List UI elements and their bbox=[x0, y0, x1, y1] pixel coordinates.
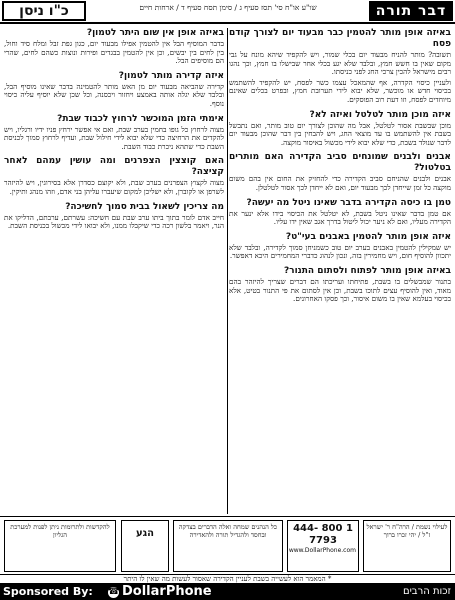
phone-ad bbox=[287, 520, 359, 572]
section-question-heading: באיזה אופן מותר להטמין כבר מבעוד יום לצורך קודם פסח bbox=[229, 28, 451, 49]
section-answer-paragraph: בתנור שמבשלים בו בשבת, פתיחתו ועריכתו הם דברים שצריך להיזהר בהם מאוד, ואין להוסיף עצים לתוכו בשבת, וכן אין לסתום את פי התנור בטיט, אלא בכיסוי בעלמא שאין בו משום איסור, וכך פסקו האחרונים. bbox=[229, 276, 451, 304]
header-source-note: שו"ע או"ח סי' תסז סעיף ג / סימן תסח סעיף ד / ארחות חיים bbox=[139, 3, 317, 12]
sponsor-brand bbox=[108, 584, 212, 599]
section-question-heading: טמן בו כיסה הקדירה בדבר שאינו ניטל מה יעשה? bbox=[246, 197, 451, 208]
section-answer-paragraph: אם טמן בדבר שאינו ניטל בשבת, לא יטלטל את הכיסוי בידו אלא ינער את הקדירה מעליו, ואם לא ניער יכול ליטול בדרך אגב שאין ידו עליו. bbox=[229, 208, 451, 227]
section-answer-paragraph: חייב אדם לומר בתוך ביתו ערב שבת עם חשיכה: עשרתם, ערבתם, הדליקו את הנר, ויאמר בלשון רכה כדי שיקבלו ממנו, ולא יבואו לידי מכשול בכניסת השבת. bbox=[4, 212, 224, 231]
section-question-heading: איזה אופן מותר להטמין באבנים בעי"ט? bbox=[285, 231, 451, 242]
phone-icon: ☎ bbox=[108, 587, 120, 597]
section-answer-paragraph: מצוה לרחוץ כל גופו בחמין בערב שבת, ואם אי אפשר ירחץ פניו ידיו ורגליו, ויש להקדים את הרחיצה כדי שלא יבוא לידי חילול שבת, ועדיף לרחוץ סמוך לכניסת השבת כדי שתהא ניכרת כבוד השבת. bbox=[4, 124, 224, 151]
article-section bbox=[229, 110, 451, 148]
section-question-heading: אבנים ולבנים שמונחים סביב הקדירה האם מותרים בטלטול? bbox=[229, 152, 451, 174]
column-divider bbox=[227, 28, 228, 514]
section-answer-paragraph: מצוה לקצוץ הצפרנים בערב שבת, ולא יקוצם כסדרן אלא בסירוגין, ויש להיזהר לשרפן או לקוברן, ולא ישליכן למקום שיעברו עליהן בני אדם, וזהו מנהג ותיקין. bbox=[4, 178, 224, 196]
left-column bbox=[4, 28, 224, 514]
right-column bbox=[229, 28, 451, 514]
sponsor-hebrew-text: זכות הרבים bbox=[402, 586, 451, 597]
section-question-heading: איזה קדירה מותר לטמון? bbox=[118, 70, 224, 81]
section-answer-paragraph: קדירה שהביאה מבעוד יום מן האש מותר להטמינה בדבר שאינו מוסיף הבל, ובלבד שלא יגלה אותה באמצע ויחזור ויכסנה, וכל שכן שלא יוסיף עליה כיסוי נוסף. bbox=[4, 81, 224, 108]
article-section bbox=[4, 156, 224, 196]
sponsor-label: Sponsored By: bbox=[3, 585, 93, 598]
article-section bbox=[4, 71, 224, 109]
sponsor-brand-text: DollarPhone bbox=[122, 584, 212, 599]
article-section bbox=[229, 28, 451, 105]
section-question-heading: אימתי הזמן המוכשר לרחוץ לכבוד שבת? bbox=[57, 113, 224, 124]
section-question-heading: באיזה אופן אין שום היתר לטמון? bbox=[86, 28, 224, 38]
sponsor-bar bbox=[0, 583, 455, 600]
phone-website: www.DollarPhone.com bbox=[288, 547, 356, 554]
section-answer-paragraph: יש שמקילין להטמין באבנים בערב יום טוב כשמניחן סמוך לקדירה, ובלבד שלא יתכוון להוסיף חום, ויש מחמירין בזה, ונכון לנהוג כדברי המחמירים היכא דאפשר. bbox=[229, 242, 451, 261]
section-question-heading: האם קוצצין הצפרנים ומה עושין עמהם לאחר קציצה? bbox=[4, 156, 224, 178]
section-question-heading: מה צריכין לשאול בבית סמוך לחשיכה? bbox=[65, 201, 224, 212]
article-section bbox=[229, 232, 451, 261]
charity-ad: כל הנהנים שמחה ואלה הדברים בצדקה ובחסד ולהגדיל תורה ולהאדירה bbox=[173, 520, 283, 572]
article-section bbox=[229, 266, 451, 304]
section-answer-paragraph: אבנים ולבנים שהניחם סביב הקדירה כדי להחזיק את החום אין בהם משום מוקצה כל זמן שייחדן לכך מבעוד יום, ואם לא ייחדן לכך אסור לטלטלן. bbox=[229, 174, 451, 192]
section-question-heading: איזה מוכן מותר לטלטל ואיזה לא? bbox=[309, 109, 451, 120]
section-answer-paragraph: ולעניין כיסוי הקדרה, אף שהמאכל עצמו כשר לפסח, יש להקפיד להשתמש בכיסוי חדש או מוכשר, שלא יבוא לידי תערובת חמץ, ובפרט בכלים שאינם מיוחדים לפסח, וזו דעת רוב הפוסקים. bbox=[229, 77, 451, 104]
article-section bbox=[4, 114, 224, 152]
article-section bbox=[4, 28, 224, 66]
contact-ad: להקדשות ולתרומות ניתן לפנות למערכת הגליון bbox=[4, 520, 116, 572]
advertisement-strip bbox=[0, 516, 455, 574]
article-section bbox=[229, 152, 451, 192]
footnote-line: * המאמר הוא לעשייה בשבת לעניין הקדירה שאסור לעשות מה שאין לו היתר bbox=[0, 574, 455, 583]
logo-ad: הגע bbox=[121, 520, 169, 572]
section-answer-paragraph: תשובה? מותר להניח מבעוד יום בכלי שמור, ויש להקפיד שיהא מונח על גבי מקום שאין בו חשש חמץ, ובלבד שלא יגע בכלי אחר שבישלו בו חמץ, וכך נהגו רבים מישראל להכין צרכי החג לפני כניסתו. bbox=[229, 50, 451, 77]
section-answer-paragraph: בדבר המוסיף הבל אין להטמין אפילו מבעוד יום, כגון גפת זבל ומלח סיד וחול, בין לחים בין יבשים, וכן אין להטמין בבגדים ופירות ונוצות כשהם לחים, שהרי הם מוסיפים הבל. bbox=[4, 39, 224, 66]
page-header bbox=[0, 0, 455, 24]
section-question-heading: באיזה אופן מותר לפתוח ולסתום התנור? bbox=[283, 265, 451, 276]
article-section bbox=[229, 198, 451, 227]
dedication-ad: לעילוי נשמת / הרה"ח ר' ישראל ז"ל / יהי זכרו ברוך bbox=[363, 520, 451, 572]
phone-number: 1 800 444-7793 bbox=[293, 523, 353, 546]
section-answer-paragraph: מוכן שבשבת אסור לטלטל, אבל מה שהוכן לצורך יום טוב מותר, ואם נתבשל בשבת אין להשתמש בו עד מוצאי החג, ויש להבחין בין דבר שהוכן מבעוד יום לדבר שנולד בשבת, כדי שלא יבוא לידי מכשול באיסור מוקצה. bbox=[229, 120, 451, 147]
article-section bbox=[4, 202, 224, 231]
publication-logo: דבר תורה bbox=[369, 1, 453, 21]
date-box: כ"ו ניסן bbox=[2, 1, 86, 21]
